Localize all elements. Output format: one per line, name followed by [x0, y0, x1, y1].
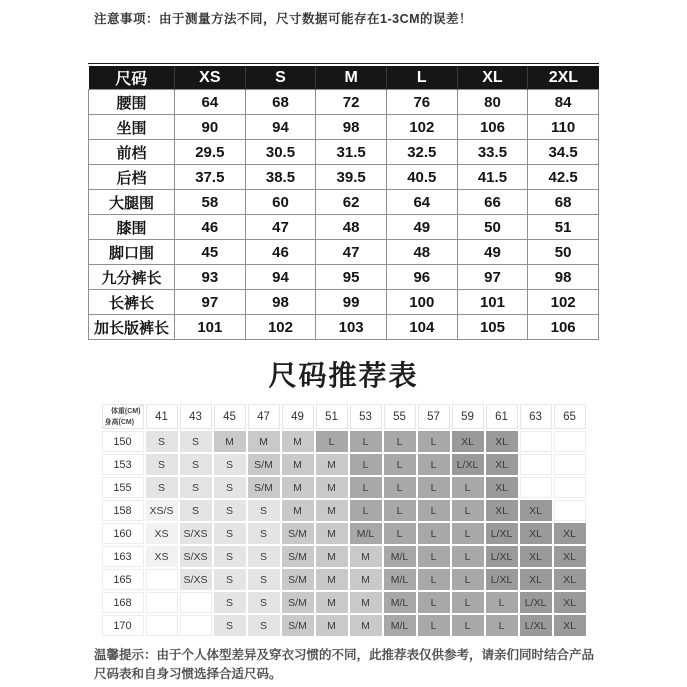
size-recommendation-cell: M — [316, 569, 348, 590]
size-recommendation-cell: XL — [486, 454, 518, 475]
size-recommendation-cell: S/M — [282, 569, 314, 590]
size-table-header-cell: XL — [457, 66, 528, 90]
height-cell: 160 — [102, 523, 144, 544]
size-recommendation-cell: L — [452, 523, 484, 544]
weight-axis-label: 体重(CM) — [110, 408, 141, 415]
measurement-label: 腰围 — [89, 90, 175, 115]
size-recommendation-cell — [520, 454, 552, 475]
measurement-value: 94 — [245, 265, 316, 290]
measurement-value: 40.5 — [386, 165, 457, 190]
size-recommendation-cell — [554, 431, 586, 452]
size-recommendation-cell: S — [248, 569, 280, 590]
size-recommendation-cell: L — [418, 592, 450, 613]
size-table-container — [88, 63, 599, 340]
height-cell: 155 — [102, 477, 144, 498]
size-recommendation-cell: M — [350, 615, 382, 636]
size-recommendation-cell: S — [248, 592, 280, 613]
measurement-value: 45 — [175, 240, 246, 265]
size-recommendation-cell: XL — [520, 500, 552, 521]
size-recommendation-cell: XS — [146, 523, 178, 544]
recommend-row — [102, 431, 586, 452]
measurement-value: 66 — [457, 190, 528, 215]
size-table-header-cell: XS — [175, 66, 246, 90]
weight-header-cell: 41 — [146, 404, 178, 429]
size-recommendation-cell: XL — [486, 431, 518, 452]
measurement-value: 102 — [386, 115, 457, 140]
measurement-value: 50 — [457, 215, 528, 240]
measurement-value: 110 — [528, 115, 599, 140]
size-recommendation-cell: S — [214, 477, 246, 498]
size-recommendation-cell: XL — [520, 569, 552, 590]
weight-header-cell: 51 — [316, 404, 348, 429]
measurement-value: 105 — [457, 315, 528, 340]
size-recommendation-cell: S — [248, 546, 280, 567]
size-recommendation-cell: XL — [554, 569, 586, 590]
size-recommendation-cell: M — [316, 477, 348, 498]
measurement-value: 37.5 — [175, 165, 246, 190]
size-recommendation-cell — [520, 477, 552, 498]
weight-header-cell: 55 — [384, 404, 416, 429]
measurement-value: 96 — [386, 265, 457, 290]
weight-header-cell: 45 — [214, 404, 246, 429]
recommend-header-row — [102, 404, 586, 429]
size-recommendation-cell: M — [350, 569, 382, 590]
weight-header-cell: 49 — [282, 404, 314, 429]
size-recommendation-cell: M — [282, 500, 314, 521]
measurement-value: 47 — [245, 215, 316, 240]
measurement-value: 95 — [316, 265, 387, 290]
measurement-value: 68 — [528, 190, 599, 215]
size-recommendation-cell: S — [180, 500, 212, 521]
measurement-value: 33.5 — [457, 140, 528, 165]
height-cell: 170 — [102, 615, 144, 636]
size-recommendation-cell: S — [214, 615, 246, 636]
measurement-value: 80 — [457, 90, 528, 115]
size-recommend-table — [100, 402, 588, 638]
size-recommendation-cell: M/L — [384, 546, 416, 567]
size-table-row — [89, 265, 599, 290]
size-recommendation-cell: M — [282, 477, 314, 498]
size-recommendation-cell: L — [384, 523, 416, 544]
size-table-row — [89, 115, 599, 140]
size-table-header-cell: S — [245, 66, 316, 90]
size-table-row — [89, 140, 599, 165]
measurement-value: 106 — [528, 315, 599, 340]
size-table-header-row — [89, 66, 599, 90]
measurement-label: 坐围 — [89, 115, 175, 140]
size-table-header-cell: M — [316, 66, 387, 90]
size-recommendation-cell: L — [384, 500, 416, 521]
measurement-value: 99 — [316, 290, 387, 315]
measurement-value: 68 — [245, 90, 316, 115]
size-recommendation-cell: S — [248, 500, 280, 521]
size-recommendation-cell: S/M — [282, 615, 314, 636]
measurement-value: 51 — [528, 215, 599, 240]
size-recommendation-cell: S — [248, 523, 280, 544]
size-recommendation-cell — [146, 615, 178, 636]
measurement-label: 脚口围 — [89, 240, 175, 265]
measurement-label: 大腿围 — [89, 190, 175, 215]
size-recommendation-cell: L — [452, 477, 484, 498]
size-table-row — [89, 315, 599, 340]
size-recommendation-cell: S — [214, 454, 246, 475]
recommend-row — [102, 546, 586, 567]
size-recommendation-cell: S — [214, 523, 246, 544]
size-recommendation-cell: XS/S — [146, 500, 178, 521]
measurement-value: 42.5 — [528, 165, 599, 190]
size-recommendation-cell: S — [214, 500, 246, 521]
measurement-value: 64 — [175, 90, 246, 115]
size-recommendation-cell — [520, 431, 552, 452]
size-recommendation-cell: S — [214, 546, 246, 567]
weight-header-cell: 65 — [554, 404, 586, 429]
size-recommendation-cell — [554, 454, 586, 475]
measurement-value: 30.5 — [245, 140, 316, 165]
size-recommendation-cell: L — [418, 615, 450, 636]
size-table-row — [89, 240, 599, 265]
measurement-value: 104 — [386, 315, 457, 340]
measurement-value: 64 — [386, 190, 457, 215]
size-recommendation-cell: M — [282, 454, 314, 475]
size-recommendation-cell: XL — [520, 523, 552, 544]
measurement-value: 31.5 — [316, 140, 387, 165]
size-recommendation-cell: M — [316, 523, 348, 544]
size-recommendation-cell: L — [418, 431, 450, 452]
size-recommendation-cell: L/XL — [520, 615, 552, 636]
size-recommendation-cell: S/M — [282, 546, 314, 567]
size-recommendation-cell: XS — [146, 546, 178, 567]
size-recommendation-cell: S — [146, 454, 178, 475]
recommend-row — [102, 592, 586, 613]
measurement-label: 加长版裤长 — [89, 315, 175, 340]
measurement-label: 膝围 — [89, 215, 175, 240]
height-cell: 163 — [102, 546, 144, 567]
size-recommendation-cell: L — [452, 569, 484, 590]
recommend-row — [102, 454, 586, 475]
measurement-label: 前档 — [89, 140, 175, 165]
measurement-value: 41.5 — [457, 165, 528, 190]
size-recommendation-cell: M/L — [384, 569, 416, 590]
size-recommendation-cell: L/XL — [486, 546, 518, 567]
size-recommendation-cell: L — [486, 592, 518, 613]
size-recommendation-cell — [146, 569, 178, 590]
size-recommendation-cell — [146, 592, 178, 613]
size-recommendation-cell: M — [316, 454, 348, 475]
weight-header-cell: 57 — [418, 404, 450, 429]
size-recommendation-cell: L — [418, 500, 450, 521]
size-recommendation-cell: L — [418, 569, 450, 590]
measurement-value: 62 — [316, 190, 387, 215]
measurement-value: 46 — [175, 215, 246, 240]
recommend-row — [102, 477, 586, 498]
size-recommendation-cell: L — [384, 454, 416, 475]
size-table-header-cell: 2XL — [528, 66, 599, 90]
size-recommendation-cell: M — [350, 546, 382, 567]
size-recommendation-cell: XL — [554, 615, 586, 636]
size-recommendation-cell: L — [350, 454, 382, 475]
size-recommendation-cell: L — [316, 431, 348, 452]
size-table — [88, 66, 599, 340]
size-recommendation-cell: L — [350, 431, 382, 452]
size-recommendation-cell: L — [418, 477, 450, 498]
measurement-value: 39.5 — [316, 165, 387, 190]
recommend-table-body — [102, 431, 586, 636]
weight-header-cell: 47 — [248, 404, 280, 429]
size-recommendation-cell: L/XL — [486, 523, 518, 544]
measurement-value: 98 — [528, 265, 599, 290]
measurement-label: 长裤长 — [89, 290, 175, 315]
measurement-value: 49 — [457, 240, 528, 265]
measurement-label: 后档 — [89, 165, 175, 190]
size-recommendation-cell: L/XL — [486, 569, 518, 590]
measurement-value: 97 — [457, 265, 528, 290]
measurement-value: 72 — [316, 90, 387, 115]
size-recommendation-cell — [180, 592, 212, 613]
measurement-value: 102 — [245, 315, 316, 340]
size-recommendation-cell: L — [452, 592, 484, 613]
measurement-value: 93 — [175, 265, 246, 290]
size-recommendation-cell: L/XL — [452, 454, 484, 475]
recommend-row — [102, 615, 586, 636]
size-recommendation-cell: L/XL — [520, 592, 552, 613]
measurement-value: 101 — [457, 290, 528, 315]
reference-tip-note: 温馨提示：由于个人体型差异及穿衣习惯的不同，此推荐表仅供参考，请亲们同时结合产品尺码表和自身习惯选择合适尺码。 — [94, 648, 595, 682]
size-recommendation-cell: M/L — [350, 523, 382, 544]
size-recommendation-cell: XL — [486, 500, 518, 521]
size-recommendation-cell: L — [486, 615, 518, 636]
size-recommendation-cell: L — [350, 477, 382, 498]
measurement-value: 50 — [528, 240, 599, 265]
size-recommendation-cell: M — [316, 500, 348, 521]
measurement-value: 29.5 — [175, 140, 246, 165]
size-recommendation-cell: L — [452, 500, 484, 521]
recommend-row — [102, 523, 586, 544]
size-table-row — [89, 290, 599, 315]
size-recommendation-cell: S — [146, 431, 178, 452]
size-recommendation-cell: S/XS — [180, 523, 212, 544]
size-recommendation-cell: XL — [554, 523, 586, 544]
recommend-table-title: 尺码推荐表 — [268, 360, 419, 391]
recommend-corner-cell — [102, 404, 144, 429]
size-recommendation-cell: XL — [554, 546, 586, 567]
size-recommendation-cell: L — [350, 500, 382, 521]
recommend-row — [102, 500, 586, 521]
measurement-value: 101 — [175, 315, 246, 340]
measurement-value: 97 — [175, 290, 246, 315]
measurement-value: 84 — [528, 90, 599, 115]
size-recommendation-cell — [180, 615, 212, 636]
size-recommendation-cell: S/M — [282, 523, 314, 544]
size-table-header-cell: L — [386, 66, 457, 90]
measurement-value: 100 — [386, 290, 457, 315]
recommend-table-header — [102, 404, 586, 429]
weight-header-cell: 61 — [486, 404, 518, 429]
measurement-value: 103 — [316, 315, 387, 340]
size-recommendation-cell: M — [282, 431, 314, 452]
measurement-label: 九分裤长 — [89, 265, 175, 290]
measurement-value: 94 — [245, 115, 316, 140]
size-table-header — [89, 66, 599, 90]
size-table-row — [89, 165, 599, 190]
size-table-row — [89, 190, 599, 215]
weight-header-cell: 63 — [520, 404, 552, 429]
measurement-value: 48 — [316, 215, 387, 240]
size-recommendation-cell: S — [180, 477, 212, 498]
measurement-value: 32.5 — [386, 140, 457, 165]
size-recommendation-cell — [554, 500, 586, 521]
size-recommendation-cell: M — [214, 431, 246, 452]
measurement-value: 58 — [175, 190, 246, 215]
size-recommendation-cell: L — [418, 454, 450, 475]
weight-header-cell: 53 — [350, 404, 382, 429]
size-recommendation-cell: M — [316, 546, 348, 567]
measurement-value: 48 — [386, 240, 457, 265]
measurement-value: 98 — [316, 115, 387, 140]
size-recommendation-cell: S/M — [248, 454, 280, 475]
size-table-body — [89, 90, 599, 340]
size-recommendation-cell: S — [248, 615, 280, 636]
size-recommendation-cell: M — [350, 592, 382, 613]
measurement-value: 34.5 — [528, 140, 599, 165]
measurement-value: 76 — [386, 90, 457, 115]
size-table-row — [89, 215, 599, 240]
measurement-value: 49 — [386, 215, 457, 240]
size-recommendation-cell: S — [180, 431, 212, 452]
height-cell: 158 — [102, 500, 144, 521]
size-recommendation-cell: L — [418, 546, 450, 567]
weight-header-cell: 43 — [180, 404, 212, 429]
height-cell: 165 — [102, 569, 144, 590]
size-table-row — [89, 90, 599, 115]
size-recommendation-cell: M/L — [384, 592, 416, 613]
size-recommendation-cell: M/L — [384, 615, 416, 636]
measurement-value: 102 — [528, 290, 599, 315]
size-recommendation-cell: XL — [554, 592, 586, 613]
weight-header-cell: 59 — [452, 404, 484, 429]
size-recommendation-cell: M — [248, 431, 280, 452]
size-recommendation-cell: S — [214, 569, 246, 590]
size-recommendation-cell: S — [214, 592, 246, 613]
size-recommendation-cell: XL — [486, 477, 518, 498]
height-cell: 168 — [102, 592, 144, 613]
size-recommendation-cell: L — [384, 431, 416, 452]
size-recommendation-cell: XL — [520, 546, 552, 567]
height-axis-label: 身高(CM) — [104, 419, 135, 426]
size-recommendation-cell — [554, 477, 586, 498]
size-recommendation-cell: S — [180, 454, 212, 475]
size-recommendation-cell: S — [146, 477, 178, 498]
size-table-header-cell: 尺码 — [89, 66, 175, 90]
measurement-value: 47 — [316, 240, 387, 265]
measurement-value: 90 — [175, 115, 246, 140]
size-recommendation-cell: L — [452, 615, 484, 636]
measurement-value: 60 — [245, 190, 316, 215]
size-recommendation-cell: L — [452, 546, 484, 567]
measurement-value: 98 — [245, 290, 316, 315]
measurement-disclaimer-note: 注意事项：由于测量方法不同，尺寸数据可能存在1-3CM的误差！ — [94, 12, 473, 26]
measurement-value: 106 — [457, 115, 528, 140]
size-recommendation-cell: L — [418, 523, 450, 544]
size-recommendation-cell: M — [316, 592, 348, 613]
size-recommendation-cell: S/M — [248, 477, 280, 498]
size-recommendation-cell: S/XS — [180, 569, 212, 590]
size-recommendation-cell: S/XS — [180, 546, 212, 567]
size-recommendation-cell: XL — [452, 431, 484, 452]
height-cell: 150 — [102, 431, 144, 452]
size-recommendation-cell: M — [316, 615, 348, 636]
size-recommendation-cell: S/M — [282, 592, 314, 613]
measurement-value: 38.5 — [245, 165, 316, 190]
height-cell: 153 — [102, 454, 144, 475]
measurement-value: 46 — [245, 240, 316, 265]
recommend-row — [102, 569, 586, 590]
size-recommendation-cell: L — [384, 477, 416, 498]
